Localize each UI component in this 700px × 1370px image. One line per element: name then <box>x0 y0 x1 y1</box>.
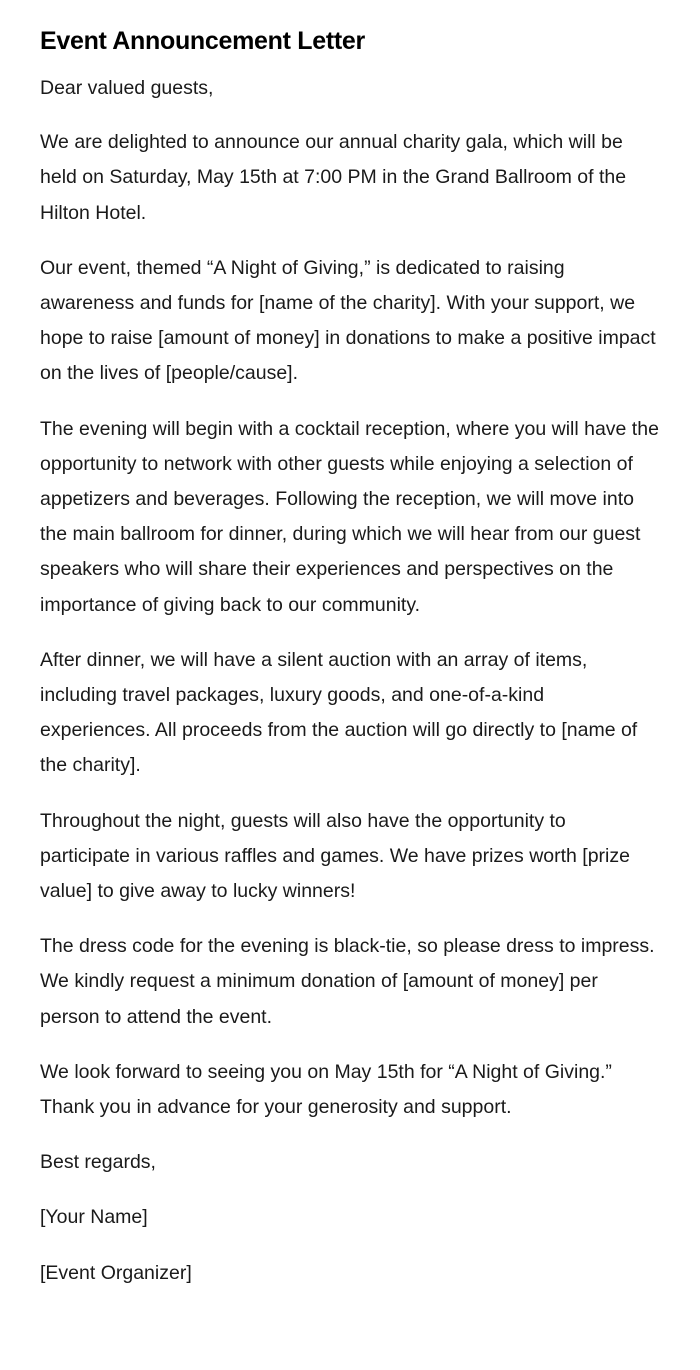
paragraph-evening-schedule: The evening will begin with a cocktail reception, where you will have the opportunity to network with other guests while enjoying a selection of appetizers and beverages. Following the reception, we will move into the main ballroom for dinner, during which we will hear from our guest speakers who will share their experiences and perspectives on the importance of giving back to our community. <box>40 417 659 616</box>
letter-title: Event Announcement Letter <box>40 27 365 55</box>
closing-line: Best regards, <box>40 1151 156 1174</box>
salutation: Dear valued guests, <box>40 77 214 99</box>
paragraph-theme: Our event, themed “A Night of Giving,” is dedicated to raising awareness and funds for [name of the charity]. With your support, we hope to raise [amount of money] in donations to make a positive impact on the lives of [people/cause]. <box>40 256 656 385</box>
paragraph-raffles: Throughout the night, guests will also have the opportunity to participate in various raffles and games. We have prizes worth [prize value] to give away to lucky winners! <box>40 809 630 903</box>
paragraph-silent-auction: After dinner, we will have a silent auction with an array of items, including travel packages, luxury goods, and one-of-a-kind experiences. All proceeds from the auction will go directly to [name of the charity]. <box>40 648 638 777</box>
signature-role: [Event Organizer] <box>40 1261 192 1284</box>
paragraph-announcement: We are delighted to announce our annual charity gala, which will be held on Saturday, May 15th at 7:00 PM in the Grand Ballroom of the Hilton Hotel. <box>40 131 627 224</box>
paragraph-closing-remarks: We look forward to seeing you on May 15th for “A Night of Giving.” Thank you in advance for your generosity and support. <box>40 1060 612 1119</box>
signature-name: [Your Name] <box>40 1206 148 1229</box>
paragraph-dress-code: The dress code for the evening is black-tie, so please dress to impress. We kindly request a minimum donation of [amount of money] per person to attend the event. <box>40 935 655 1028</box>
